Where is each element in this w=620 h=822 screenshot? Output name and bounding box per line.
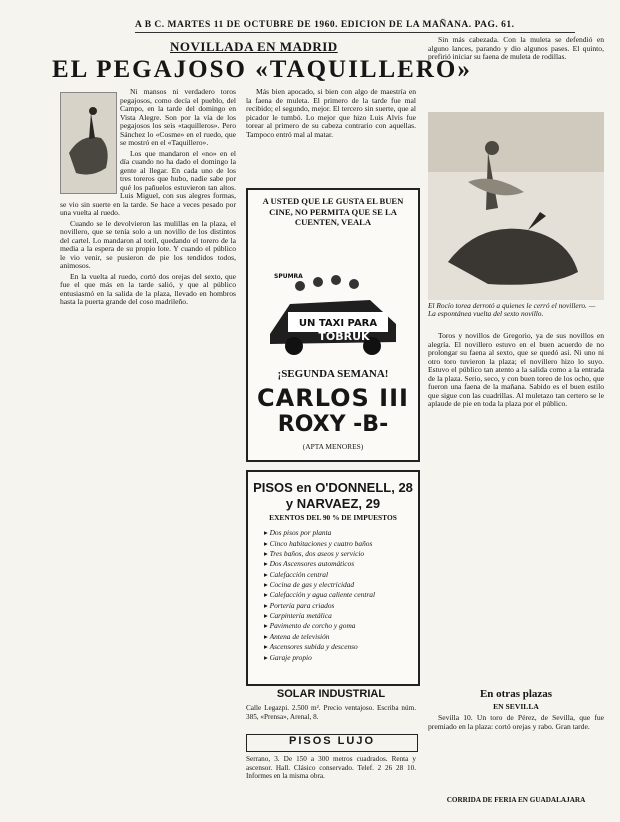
film-title-line2: TOBRUK	[318, 330, 370, 343]
page-header: A B C. MARTES 11 DE OCTUBRE DE 1960. EDICION DE LA MAÑANA. PAG. 61.	[135, 20, 575, 33]
apartments-advertisement	[246, 470, 420, 686]
apartments-title-2: y NARVAEZ, 29	[285, 495, 381, 511]
feature-item: ▸ Ascensores subida y descenso	[264, 642, 418, 652]
feature-item: ▸ Calefacción central	[264, 570, 418, 580]
ad-tagline: A USTED QUE LE GUSTA EL BUEN CINE, NO PERMITA QUE SE LA CUENTEN, VEALA	[262, 196, 404, 228]
paragraph: Más bien apocado, si bien con algo de maestría en la faena de muleta. El primero de la tarde fue mal recibido; el segundo, mejor. El tercero sin suerte, que al picador le tumbó. Lo mejor que hizo Luis Alvis fue torear al primero de su cabeza contrario con aquellas. Tampoco entró mal al matar.	[246, 88, 416, 139]
paragraph: En la vuelta al ruedo, cortó dos orejas del sexto, que fue el que más en la tarde salió, y que al público entusiasmó en la salida de la plaza, llevado en hombros hasta la puerta grande del coso madrileño.	[60, 271, 236, 306]
sevilla-report	[428, 714, 604, 792]
film-poster-art	[260, 264, 406, 362]
section-heading-other-plazas: En otras plazas	[479, 688, 553, 700]
photo-float-space	[60, 88, 120, 194]
classified-title-solar: SOLAR INDUSTRIAL	[276, 688, 386, 700]
classified-text-solar: Calle Legazpi. 2.500 m². Precio ventajoso. Escriba núm. 385, «Prensa», Arenal, 8.	[246, 704, 416, 721]
feature-item: ▸ Cocina de gas y electricidad	[264, 580, 418, 590]
paragraph: Los que mandaron el «no» en el día cuando no ha dado el domingo la gente al llegar. En cada uno de los tres toreros que hubo, nadie sabe por qué los pañuelos estuvieron tan altos. Luis Miguel, con sus alegres formas, se vio sin suerte en la tarde. Se hace a veces pesado por una vuelta al ruedo.	[60, 148, 236, 217]
article-column-1	[60, 88, 236, 810]
paragraph: Sevilla 10. Un toro de Pérez, de Sevilla, que fue premiado en la plaza: cortó orejas y rabo. Gran tarde.	[428, 714, 604, 731]
apartments-feature-list	[264, 528, 418, 663]
classified-text-lujo: Serrano, 3. De 150 a 300 metros cuadrados. Renta y ascensor. Hall. Clásico conservado. Telef. 2 26 28 10. Informes en la misma obra.	[246, 755, 416, 781]
photo-caption: El Rocío torea derrotó a quienes le cerró el novillero. — La espontánea vuelta del sexto novillo.	[428, 301, 596, 319]
rating-label: (APTA MENORES)	[302, 442, 364, 451]
classified-title-lujo: PISOS LUJO	[246, 734, 418, 752]
article-column-3-mid	[428, 332, 604, 684]
article-headline: EL PEGAJOSO «TAQUILLERO»	[52, 56, 472, 83]
feature-item: ▸ Dos pisos por planta	[264, 528, 418, 538]
apartments-title-1: PISOS en O'DONNELL, 28	[253, 480, 413, 495]
paragraph: Cuando se le devolvieron las mulillas en la plaza, el novillero, que se tenía solo a un novillo de los distintos del cartel. Lo mandaron al toril, quedando el torero de la media a la espera de su propio lote. Y cuando el público le vio venir, se pusieron de pie los tendidos todos, animosos.	[60, 218, 236, 270]
article-kicker: NOVILLADA EN MADRID	[170, 39, 338, 54]
article-column-3-top	[428, 36, 604, 108]
feature-item: ▸ Pavimento de corcho y goma	[264, 621, 418, 631]
feature-item: ▸ Carpintería metálica	[264, 611, 418, 621]
subheading-sevilla: EN SEVILLA	[493, 702, 539, 711]
feature-item: ▸ Calefacción y agua caliente central	[264, 590, 418, 600]
feature-item: ▸ Cinco habitaciones y cuatro baños	[264, 539, 418, 549]
film-title-line1: UN TAXI PARA	[298, 318, 378, 329]
bullfight-photo-large	[428, 112, 604, 300]
second-week-label: ¡SEGUNDA SEMANA!	[277, 368, 389, 380]
feature-item: ▸ Antena de televisión	[264, 632, 418, 642]
cinema-name-1: CARLOS III	[257, 384, 409, 412]
apartments-subtitle: EXENTOS DEL 90 % DE IMPUESTOS	[269, 513, 397, 523]
feature-item: ▸ Tres baños, dos aseos y servicio	[264, 549, 418, 559]
cinema-advertisement	[246, 188, 420, 462]
cinema-name-2: ROXY -B-	[277, 412, 389, 437]
film-brand: SPUMRA	[274, 273, 303, 280]
paragraph: Ni mansos ni verdadero toros pegajosos, como decía el pueblo, del Campo, en la tarde del domingo en Vista Alegre. Son por la vía de los pegajosos los seis «taquilleros». Pero Sánchez lo «Cosme» en el ruedo, que se mostró en el «Taquillero».	[120, 88, 236, 147]
paragraph: Toros y novillos de Gregorio, ya de sus novillos en alegría. El novillero estuvo en el buen acuerdo de no prolongar su faena al sexto, que se quedó así. Ni uno ni otro toro tuvieron la plaza; el novillero hizo lo suyo. Estuvo el público tan atento a la salida como a la entrada de la plaza. Serio, seco, y con buen toreo de los ocho, que fueron una faena de la mañana. Sabido es el buen estilo que sigue con las cuadrillas. Al muletazo tan certero se le aplaude de pie en toda la plaza por el público.	[428, 332, 604, 408]
article-column-2-top	[246, 88, 416, 184]
feature-item: ▸ Dos Ascensores automáticos	[264, 559, 418, 569]
paragraph: Sin más cabezada. Con la muleta se defendió en alguno lances, parando y dio algunos pases. El quinto, prefirió iniciar su faena de muleta de rodillas.	[428, 36, 604, 61]
subheading-guadalajara: CORRIDA DE FERIA EN GUADALAJARA	[446, 796, 586, 804]
feature-item: ▸ Portería para criados	[264, 601, 418, 611]
feature-item: ▸ Garaje propio	[264, 653, 418, 663]
